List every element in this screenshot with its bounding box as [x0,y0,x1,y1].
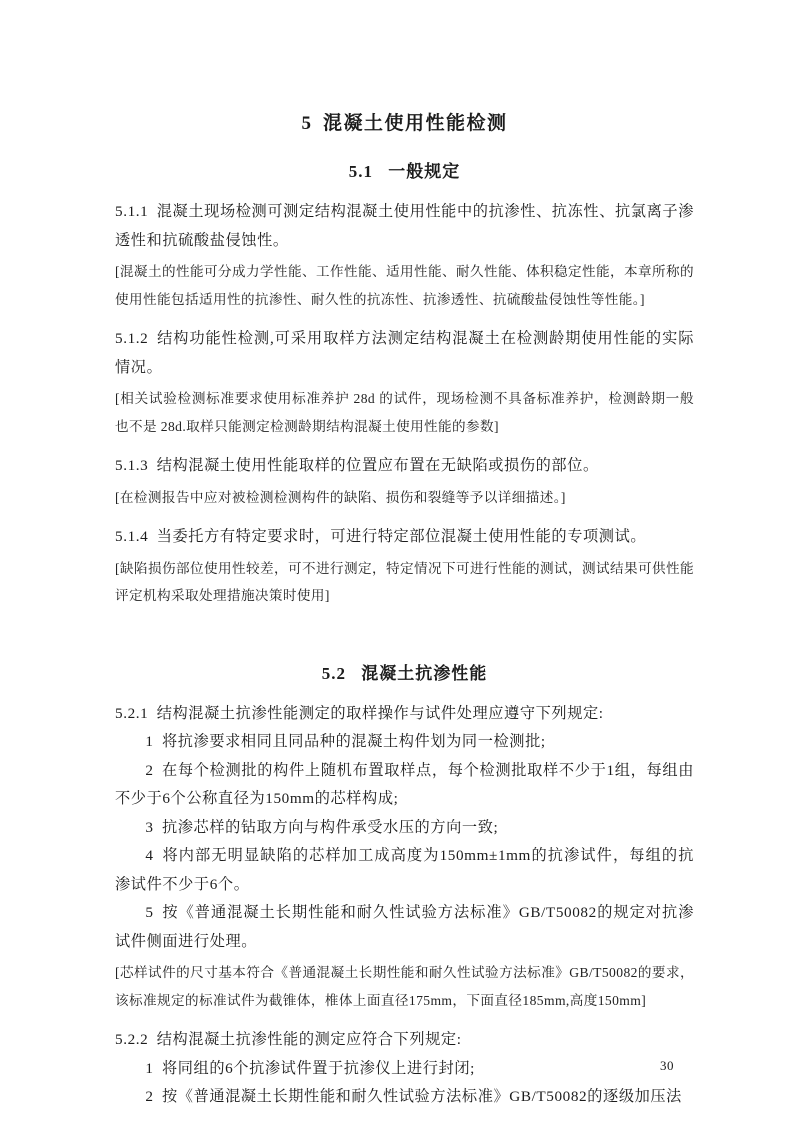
clause-5-2-2 [115,1026,694,1055]
clause-5-1-4 [115,523,694,552]
item-text: 按《普通混凝土长期性能和耐久性试验方法标准》GB/T50082的规定对抗渗试件侧面进行处理。 [115,904,694,950]
list-item-3 [115,814,694,843]
clause-text: 结构混凝土抗渗性能测定的取样操作与试件处理应遵守下列规定: [156,704,604,722]
clause-text: 混凝土现场检测可测定结构混凝土使用性能中的抗渗性、抗冻性、抗氯离子渗透性和抗硫酸盐侵蚀性。 [115,203,694,249]
item-text: 按《普通混凝土长期性能和耐久性试验方法标准》GB/T50082的逐级加压法 [161,1088,682,1105]
section-5-1-number: 5.1 [348,162,373,181]
item-number: 2 [145,1088,154,1105]
clause-5-2-1 [115,700,694,729]
list-item-5 [115,899,694,956]
clause-5-1-2 [115,325,694,382]
list-item-2 [115,757,694,814]
item-text: 在每个检测批的构件上随机布置取样点，每个检测批取样不少于1组，每组由不少于6个公称直径为150mm的芯样构成; [115,761,694,807]
page-number: 30 [660,1058,674,1073]
commentary-note: [相关试验检测标准要求使用标准养护 28d 的试件，现场检测不具备标准养护，检测龄期一般也不是 28d.取样只能测定检测龄期结构混凝土使用性能的参数] [115,391,694,434]
item-text: 将同组的6个抗渗试件置于抗渗仪上进行封闭; [161,1059,475,1077]
section-5-1-heading-text: 一般规定 [388,162,461,181]
chapter-title-text: 混凝土使用性能检测 [322,113,508,134]
clause-5-1-1 [115,198,694,255]
chapter-number: 5 [301,113,313,134]
list-item-1 [115,728,694,757]
item-number: 4 [145,847,154,864]
commentary-note: [混凝土的性能可分成力学性能、工作性能、适用性能、耐久性能、体积稳定性能，本章所称的使用性能包括适用性的抗渗性、耐久性的抗冻性、抗渗透性、抗硫酸盐侵蚀性等性能。] [115,264,694,307]
list-item-1 [115,1055,694,1084]
clause-text: 结构功能性检测,可采用取样方法测定结构混凝土在检测龄期使用性能的实际情况。 [115,330,694,376]
item-text: 将内部无明显缺陷的芯样加工成高度为150mm±1mm的抗渗试件，每组的抗渗试件不少于6个。 [115,847,694,893]
commentary-note: [芯样试件的尺寸基本符合《普通混凝土长期性能和耐久性试验方法标准》GB/T50082的要求，该标准规定的标准试件为截锥体，椎体上面直径175mm，下面直径185mm,高度150mm] [115,965,694,1008]
list-item-4 [115,842,694,899]
section-5-2-number: 5.2 [321,663,346,683]
clause-number: 5.1.2 [115,330,149,347]
section-5-2 [115,660,694,1112]
item-text: 将抗渗要求相同且同品种的混凝土构件划为同一检测批; [161,733,546,750]
item-number: 2 [145,761,154,779]
item-text: 抗渗芯样的钻取方向与构件承受水压的方向一致; [161,818,499,836]
item-number: 1 [145,1059,154,1077]
item-number: 5 [145,904,154,921]
chapter-title [115,110,694,138]
section-5-1-heading [115,158,694,186]
clause-number: 5.2.2 [115,1031,149,1048]
section-5-2-heading [115,660,694,688]
clause-text: 当委托方有特定要求时，可进行特定部位混凝土使用性能的专项测试。 [156,528,647,545]
commentary-note: [在检测报告中应对被检测检测构件的缺陷、损伤和裂缝等予以详细描述。] [115,489,566,505]
clause-text: 结构混凝土使用性能取样的位置应布置在无缺陷或损伤的部位。 [156,457,599,474]
clause-text: 结构混凝土抗渗性能的测定应符合下列规定: [156,1031,462,1048]
clause-5-1-3 [115,452,694,481]
clause-number: 5.1.1 [115,203,149,220]
list-item-2 [115,1083,694,1112]
clause-number: 5.2.1 [115,704,149,722]
clause-number: 5.1.3 [115,457,149,474]
section-5-1 [115,158,694,610]
item-number: 1 [145,733,154,750]
clause-number: 5.1.4 [115,528,149,545]
item-number: 3 [145,818,154,836]
commentary-note: [缺陷损伤部位使用性较差，可不进行测定，特定情况下可进行性能的测试，测试结果可供性能评定机构采取处理措施决策时使用] [115,560,694,603]
section-5-2-heading-text: 混凝土抗渗性能 [361,663,488,683]
